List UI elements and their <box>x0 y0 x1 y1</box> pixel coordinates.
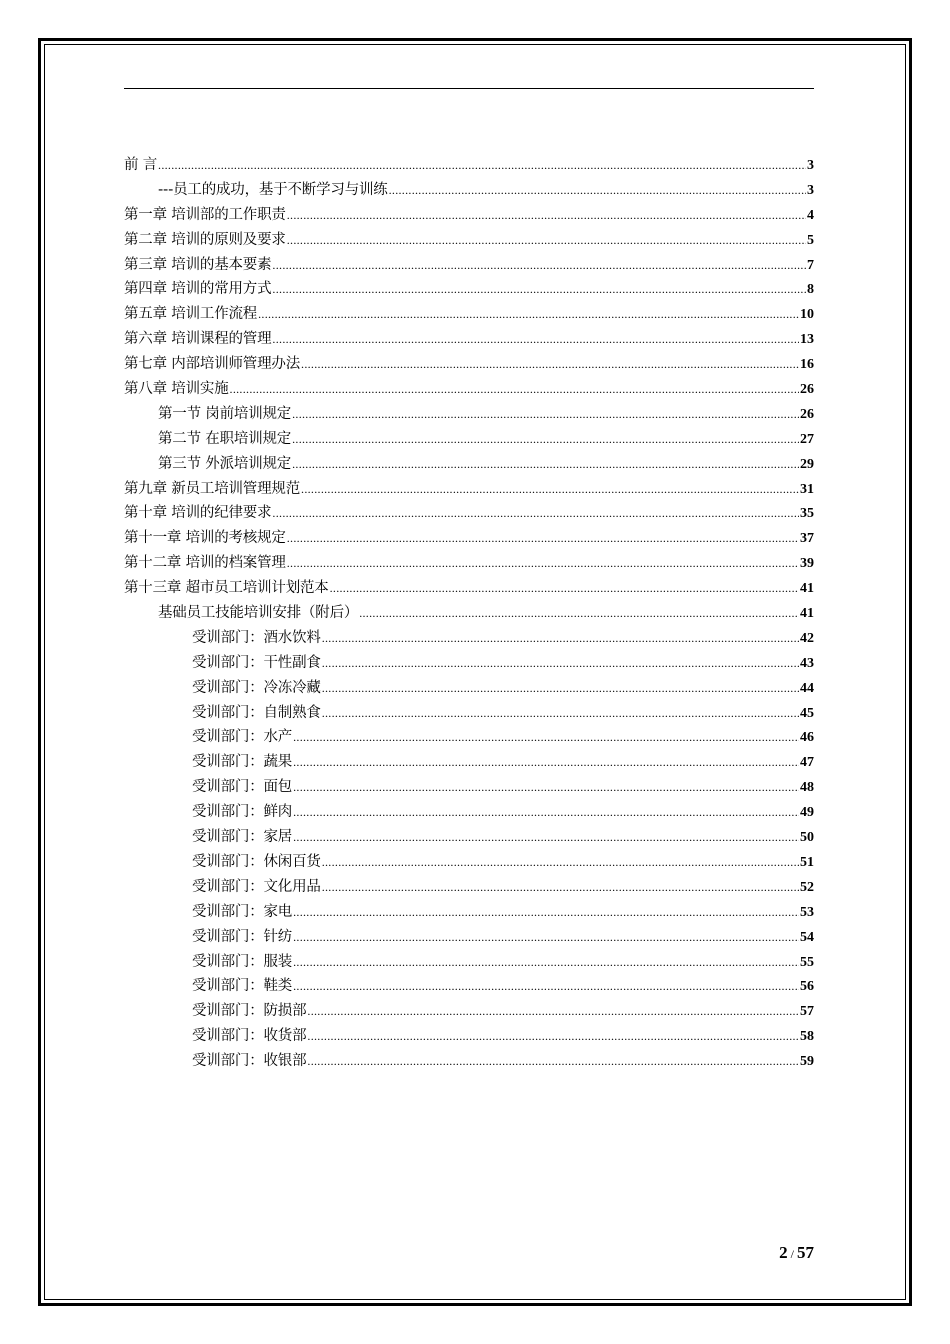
toc-entry-title: 第六章 培训课程的管理 <box>124 331 272 348</box>
toc-entry[interactable] <box>124 427 814 452</box>
toc-entry-title: 受训部门：冷冻冷藏 <box>192 679 321 696</box>
toc-entry[interactable] <box>124 377 814 402</box>
toc-leader-dots <box>322 701 799 726</box>
toc-entry[interactable] <box>124 950 814 975</box>
toc-entry[interactable] <box>124 651 814 676</box>
toc-leader-dots <box>292 452 799 477</box>
toc-entry[interactable] <box>124 750 814 775</box>
toc-entry-page: 53 <box>800 904 814 920</box>
page-current: 2 <box>779 1243 788 1262</box>
toc-entry[interactable] <box>124 402 814 427</box>
toc-leader-dots <box>322 626 799 651</box>
toc-entry-title: 受训部门：面包 <box>192 779 293 796</box>
toc-leader-dots <box>322 651 799 676</box>
toc-entry-title: 第二节 在职培训规定 <box>158 430 292 447</box>
toc-entry-title: 第十一章 培训的考核规定 <box>124 530 286 547</box>
toc-entry-page: 39 <box>800 556 814 572</box>
toc-entry-page: 8 <box>807 282 814 298</box>
toc-entry-page: 43 <box>800 655 814 671</box>
toc-entry-title: 第八章 培训实施 <box>124 381 229 398</box>
toc-entry-title: 受训部门：水产 <box>192 729 293 746</box>
toc-entry-title: 第二章 培训的原则及要求 <box>124 231 286 248</box>
toc-entry[interactable] <box>124 203 814 228</box>
toc-entry-page: 26 <box>800 382 814 398</box>
toc-entry[interactable] <box>124 676 814 701</box>
toc-entry[interactable] <box>124 999 814 1024</box>
toc-entry-title: 第四章 培训的常用方式 <box>124 281 272 298</box>
toc-leader-dots <box>292 402 799 427</box>
page-number <box>779 1243 814 1263</box>
page-total: 57 <box>797 1243 814 1262</box>
toc-entry-title: 第一节 岗前培训规定 <box>158 405 292 422</box>
toc-entry-page: 3 <box>807 158 814 173</box>
toc-leader-dots <box>307 999 799 1024</box>
toc-entry-page: 41 <box>800 581 814 597</box>
toc-entry-title: 受训部门：酒水饮料 <box>192 629 321 646</box>
toc-entry-page: 4 <box>807 207 814 223</box>
toc-leader-dots <box>322 875 799 900</box>
toc-leader-dots <box>158 153 806 178</box>
toc-entry-title: 第一章 培训部的工作职责 <box>124 206 286 223</box>
toc-entry-title: 基础员工技能培训安排（附后） <box>158 605 359 622</box>
toc-entry[interactable] <box>124 900 814 925</box>
toc-entry[interactable] <box>124 452 814 477</box>
toc-leader-dots <box>230 377 799 402</box>
toc-entry-title: 受训部门：鲜肉 <box>192 804 293 821</box>
toc-entry[interactable] <box>124 725 814 750</box>
toc-entry-page: 10 <box>800 307 814 323</box>
toc-entry[interactable] <box>124 352 814 377</box>
toc-entry[interactable] <box>124 1024 814 1049</box>
toc-entry[interactable] <box>124 302 814 327</box>
toc-entry-title: 受训部门：干性副食 <box>192 654 321 671</box>
toc-entry[interactable] <box>124 327 814 352</box>
toc-entry-page: 7 <box>807 257 814 273</box>
toc-leader-dots <box>272 501 799 526</box>
toc-entry-title: 第五章 培训工作流程 <box>124 306 258 323</box>
toc-leader-dots <box>272 253 806 278</box>
toc-entry-title: 受训部门：蔬果 <box>192 754 293 771</box>
toc-leader-dots <box>293 900 799 925</box>
toc-leader-dots <box>330 576 799 601</box>
toc-entry-page: 45 <box>800 705 814 721</box>
toc-entry-page: 54 <box>800 929 814 945</box>
toc-entry-title: 第十章 培训的纪律要求 <box>124 505 272 522</box>
toc-entry-page: 13 <box>800 332 814 348</box>
toc-leader-dots <box>293 775 799 800</box>
toc-entry-title: 第七章 内部培训师管理办法 <box>124 356 301 373</box>
toc-entry[interactable] <box>124 501 814 526</box>
toc-leader-dots <box>292 427 799 452</box>
toc-entry[interactable] <box>124 477 814 502</box>
toc-leader-dots <box>293 925 799 950</box>
toc-entry[interactable] <box>124 850 814 875</box>
toc-entry-title: 第十二章 培训的档案管理 <box>124 555 286 572</box>
toc-entry-title: 受训部门：鞋类 <box>192 978 293 995</box>
toc-entry-title: 受训部门：文化用品 <box>192 878 321 895</box>
toc-entry[interactable] <box>124 925 814 950</box>
toc-entry-title: 第十三章 超市员工培训计划范本 <box>124 580 329 597</box>
toc-entry-page: 41 <box>800 606 814 622</box>
toc-entry[interactable] <box>124 974 814 999</box>
toc-entry[interactable] <box>124 601 814 626</box>
toc-entry-page: 35 <box>800 506 814 522</box>
toc-leader-dots <box>293 950 799 975</box>
toc-entry-page: 5 <box>807 232 814 248</box>
toc-entry-title: 受训部门：收银部 <box>192 1053 307 1070</box>
toc-entry[interactable] <box>124 277 814 302</box>
toc-leader-dots <box>287 228 806 253</box>
toc-leader-dots <box>389 178 806 203</box>
toc-entry-page: 48 <box>800 780 814 796</box>
toc-entry-page: 50 <box>800 830 814 846</box>
toc-entry-page: 46 <box>800 730 814 746</box>
toc-entry-title: 受训部门：家居 <box>192 829 293 846</box>
toc-entry-page: 44 <box>800 680 814 696</box>
toc-leader-dots <box>287 526 799 551</box>
toc-leader-dots <box>322 850 799 875</box>
toc-entry-title: 受训部门：服装 <box>192 953 293 970</box>
toc-leader-dots <box>287 551 799 576</box>
toc-entry[interactable] <box>124 253 814 278</box>
page-separator: / <box>790 1247 794 1261</box>
toc-leader-dots <box>258 302 799 327</box>
toc-entry-page: 58 <box>800 1029 814 1045</box>
toc-entry[interactable] <box>124 825 814 850</box>
toc-leader-dots <box>301 477 799 502</box>
toc-entry[interactable] <box>124 526 814 551</box>
toc-entry-title: 受训部门：防损部 <box>192 1003 307 1020</box>
toc-entry[interactable] <box>124 178 814 203</box>
toc-entry-title: 受训部门：休闲百货 <box>192 853 321 870</box>
toc-entry-page: 51 <box>800 854 814 870</box>
toc-leader-dots <box>322 676 799 701</box>
toc-entry-page: 52 <box>800 879 814 895</box>
toc-entry-title: 受训部门：家电 <box>192 903 293 920</box>
toc-leader-dots <box>293 974 799 999</box>
toc-entry-page: 3 <box>807 182 814 198</box>
toc-entry-title: 受训部门：针纺 <box>192 928 293 945</box>
toc-entry[interactable] <box>124 875 814 900</box>
toc-entry[interactable] <box>124 775 814 800</box>
toc-leader-dots <box>293 800 799 825</box>
toc-entry-page: 47 <box>800 755 814 771</box>
toc-entry[interactable] <box>124 551 814 576</box>
toc-entry-title: 受训部门：收货部 <box>192 1028 307 1045</box>
toc-entry-page: 56 <box>800 979 814 995</box>
toc-leader-dots <box>293 725 799 750</box>
toc-entry[interactable] <box>124 626 814 651</box>
toc-entry-title: 第三章 培训的基本要素 <box>124 256 272 273</box>
toc-entry-title: ---员工的成功，基于不断学习与训练 <box>158 181 388 198</box>
toc-leader-dots <box>307 1049 799 1074</box>
toc-entry[interactable] <box>124 228 814 253</box>
toc-entry-title: 前 言 <box>124 157 158 173</box>
toc-leader-dots <box>272 277 806 302</box>
toc-entry-page: 55 <box>800 954 814 970</box>
toc-entry-page: 42 <box>800 630 814 646</box>
toc-entry-page: 26 <box>800 406 814 422</box>
toc-entry[interactable] <box>124 800 814 825</box>
table-of-contents <box>124 153 814 1074</box>
toc-leader-dots <box>293 750 799 775</box>
toc-entry[interactable] <box>124 1049 814 1074</box>
toc-entry-page: 49 <box>800 805 814 821</box>
toc-entry[interactable] <box>124 153 814 178</box>
toc-entry-page: 59 <box>800 1054 814 1070</box>
toc-entry-title: 第九章 新员工培训管理规范 <box>124 480 301 497</box>
toc-entry[interactable] <box>124 576 814 601</box>
header-rule <box>124 88 814 89</box>
toc-entry[interactable] <box>124 701 814 726</box>
toc-entry-title: 受训部门：自制熟食 <box>192 704 321 721</box>
toc-leader-dots <box>272 327 799 352</box>
toc-leader-dots <box>287 203 806 228</box>
toc-entry-page: 29 <box>800 456 814 472</box>
toc-entry-title: 第三节 外派培训规定 <box>158 455 292 472</box>
toc-entry-page: 37 <box>800 531 814 547</box>
toc-leader-dots <box>301 352 799 377</box>
toc-leader-dots <box>359 601 799 626</box>
toc-entry-page: 16 <box>800 357 814 373</box>
toc-leader-dots <box>307 1024 799 1049</box>
toc-entry-page: 57 <box>800 1004 814 1020</box>
toc-entry-page: 27 <box>800 431 814 447</box>
toc-entry-page: 31 <box>800 481 814 497</box>
toc-leader-dots <box>293 825 799 850</box>
